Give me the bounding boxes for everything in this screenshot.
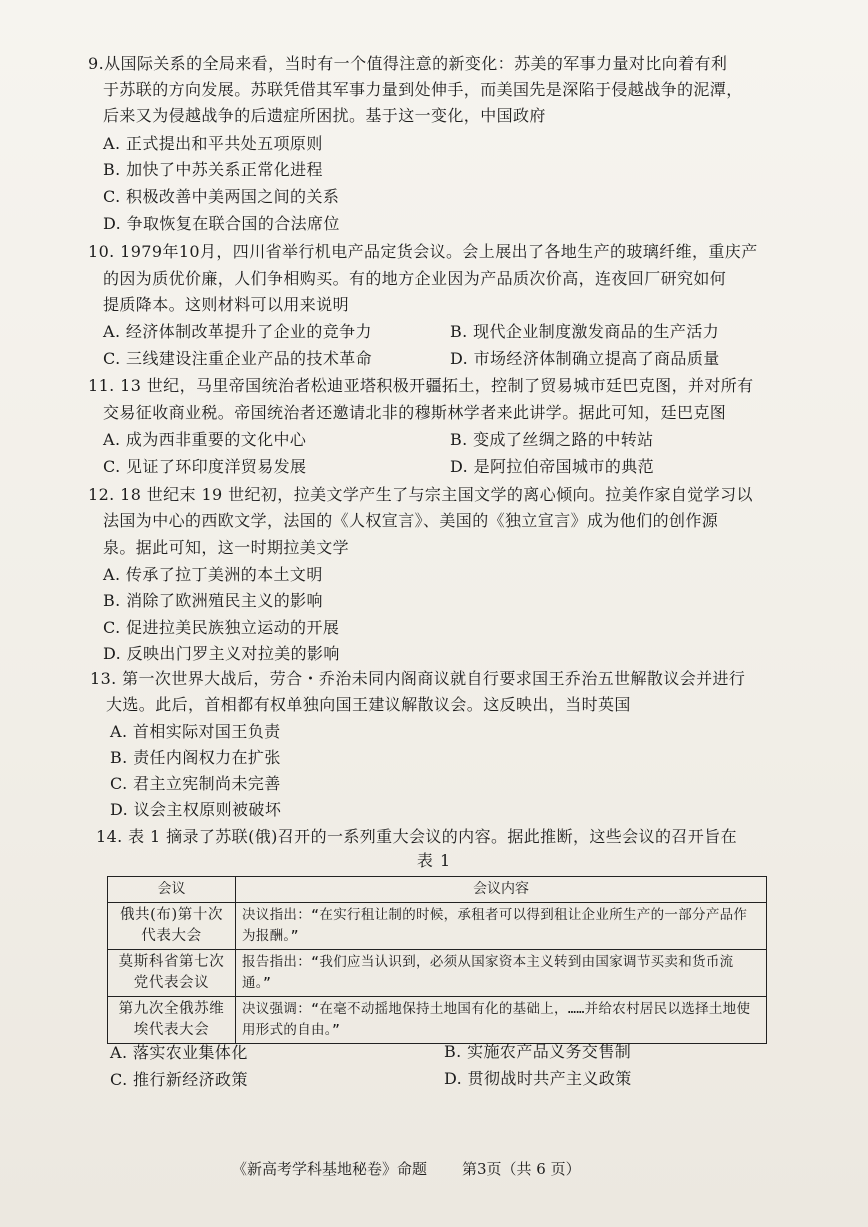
question-13-option-c[interactable]: C. 君主立宪制尚未完善 — [110, 774, 281, 793]
question-14-option-b[interactable]: B. 实施农产品义务交售制 — [444, 1042, 632, 1061]
table-cell-meeting: 第九次全俄苏维埃代表大会 — [108, 997, 236, 1044]
meetings-table — [107, 876, 767, 1044]
question-10-stem-line-3: 提质降本。这则材料可以用来说明 — [103, 295, 350, 314]
question-9-stem-line-2: 于苏联的方向发展。苏联凭借其军事力量到处伸手，而美国先是深陷于侵越战争的泥潭， — [103, 80, 743, 99]
question-12-option-c[interactable]: C. 促进拉美民族独立运动的开展 — [103, 618, 340, 637]
question-9-option-d[interactable]: D. 争取恢复在联合国的合法席位 — [103, 214, 340, 233]
table-title: 表 1 — [416, 851, 452, 870]
table-row — [108, 997, 767, 1044]
table-cell-content: 报告指出：“我们应当认识到，必须从国家资本主义转到由国家调节买卖和货币流通。” — [236, 950, 767, 997]
question-13-option-a[interactable]: A. 首相实际对国王负责 — [110, 722, 281, 741]
question-10-option-c[interactable]: C. 三线建设注重企业产品的技术革命 — [103, 349, 373, 368]
question-13-stem-line-1: 13. 第一次世界大战后，劳合・乔治未同内阁商议就自行要求国王乔治五世解散议会并进行 — [90, 669, 746, 688]
question-12-stem-line-2: 法国为中心的西欧文学，法国的《人权宣言》、美国的《独立宣言》成为他们的创作源 — [103, 511, 719, 530]
question-9-stem-line-3: 后来又为侵越战争的后遗症所困扰。基于这一变化，中国政府 — [103, 106, 546, 125]
table-header-meeting: 会议 — [108, 877, 236, 903]
question-14-option-c[interactable]: C. 推行新经济政策 — [110, 1070, 248, 1089]
question-9-option-c[interactable]: C. 积极改善中美两国之间的关系 — [103, 187, 340, 206]
question-12-option-a[interactable]: A. 传承了拉丁美洲的本土文明 — [103, 565, 323, 584]
question-9-stem-line-1: 9.从国际关系的全局来看，当时有一个值得注意的新变化：苏美的军事力量对比向着有利 — [88, 54, 728, 73]
footer-source: 《新高考学科基地秘卷》命题 — [232, 1160, 428, 1178]
question-10-option-d[interactable]: D. 市场经济体制确立提高了商品质量 — [450, 349, 720, 368]
question-11-option-b[interactable]: B. 变成了丝绸之路的中转站 — [450, 430, 654, 449]
table-row — [108, 950, 767, 997]
question-14-option-d[interactable]: D. 贯彻战时共产主义政策 — [444, 1069, 632, 1088]
table-cell-meeting: 俄共(布)第十次代表大会 — [108, 903, 236, 950]
table-cell-content: 决议指出：“在实行租让制的时候，承租者可以得到租让企业所生产的一部分产品作为报酬。” — [236, 903, 767, 950]
question-12-stem-line-1: 12. 18 世纪末 19 世纪初，拉美文学产生了与宗主国文学的离心倾向。拉美作家自觉学习以 — [88, 485, 753, 504]
question-10-option-a[interactable]: A. 经济体制改革提升了企业的竞争力 — [103, 322, 372, 341]
question-11-option-c[interactable]: C. 见证了环印度洋贸易发展 — [103, 457, 307, 476]
question-11-option-a[interactable]: A. 成为西非重要的文化中心 — [103, 430, 307, 449]
table-row — [108, 903, 767, 950]
question-12-stem-line-3: 泉。据此可知，这一时期拉美文学 — [103, 538, 350, 557]
question-9-option-b[interactable]: B. 加快了中苏关系正常化进程 — [103, 160, 323, 179]
question-11-stem-line-1: 11. 13 世纪，马里帝国统治者松迪亚塔积极开疆拓土，控制了贸易城市廷巴克图，并对所有 — [88, 376, 754, 395]
question-10-stem-line-1: 10. 1979年10月，四川省举行机电产品定货会议。会上展出了各地生产的玻璃纤维，重庆产 — [88, 242, 758, 261]
question-11-option-d[interactable]: D. 是阿拉伯帝国城市的典范 — [450, 457, 655, 476]
question-12-option-b[interactable]: B. 消除了欧洲殖民主义的影响 — [103, 591, 323, 610]
question-12-option-d[interactable]: D. 反映出门罗主义对拉美的影响 — [103, 644, 340, 663]
question-13-option-b[interactable]: B. 责任内阁权力在扩张 — [110, 748, 281, 767]
question-14-option-a[interactable]: A. 落实农业集体化 — [110, 1043, 248, 1062]
table-cell-content: 决议强调：“在毫不动摇地保持土地国有化的基础上，……并给农村居民以选择土地使用形式的自由。” — [236, 997, 767, 1044]
question-13-stem-line-2: 大选。此后，首相都有权单独向国王建议解散议会。这反映出，当时英国 — [106, 695, 631, 714]
question-10-option-b[interactable]: B. 现代企业制度激发商品的生产活力 — [450, 322, 720, 341]
table-cell-meeting: 莫斯科省第七次党代表会议 — [108, 950, 236, 997]
footer-page-number: 第3页（共 6 页） — [462, 1160, 581, 1178]
table-header-content: 会议内容 — [236, 877, 767, 903]
table-header-row — [108, 877, 767, 903]
question-11-stem-line-2: 交易征收商业税。帝国统治者还邀请北非的穆斯林学者来此讲学。据此可知，廷巴克图 — [103, 403, 727, 422]
question-13-option-d[interactable]: D. 议会主权原则被破坏 — [110, 800, 282, 819]
question-14-stem: 14. 表 1 摘录了苏联(俄)召开的一系列重大会议的内容。据此推断，这些会议的召开旨在 — [96, 827, 737, 846]
question-9-option-a[interactable]: A. 正式提出和平共处五项原则 — [103, 134, 323, 153]
question-10-stem-line-2: 的因为质优价廉，人们争相购买。有的地方企业因为产品质次价高，连夜回厂研究如何 — [103, 269, 727, 288]
